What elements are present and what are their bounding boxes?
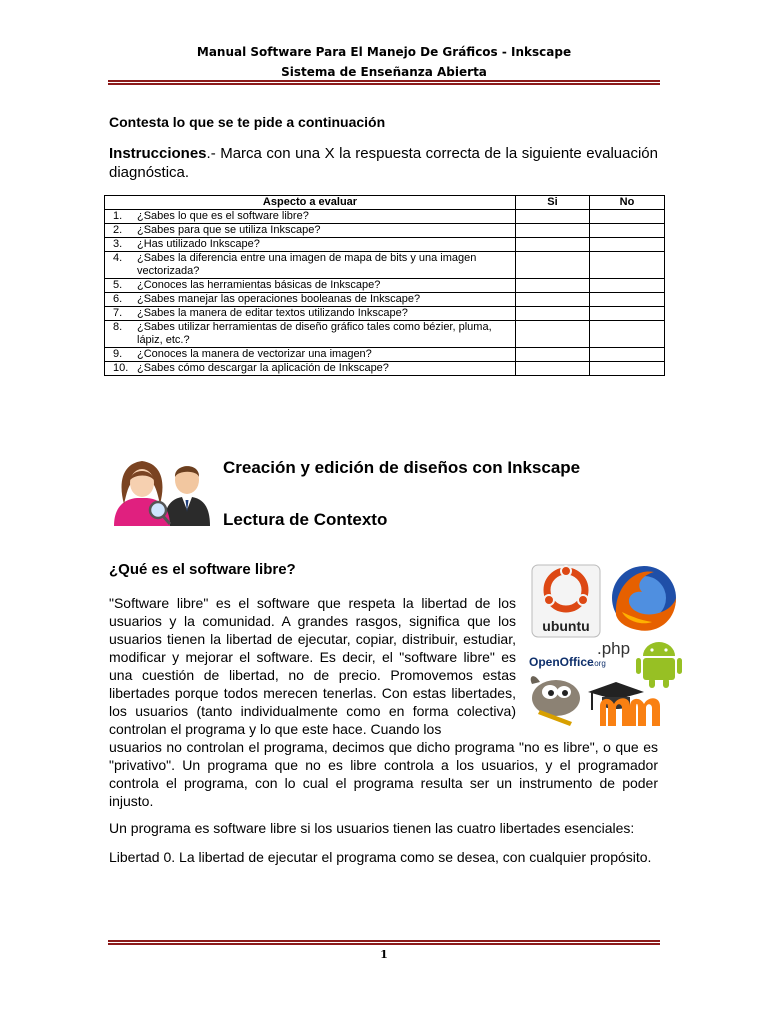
table-row xyxy=(105,252,665,279)
answer-no-cell[interactable] xyxy=(590,321,665,348)
ubuntu-logo-icon xyxy=(532,565,600,637)
android-logo-icon xyxy=(636,642,682,688)
users-illustration-icon xyxy=(112,452,212,526)
header-subtitle: Sistema de Enseñanza Abierta xyxy=(281,65,487,79)
answer-si-cell[interactable] xyxy=(516,362,590,376)
row-number: 1. xyxy=(105,210,135,224)
header-rule xyxy=(108,80,660,85)
gimp-logo-icon xyxy=(531,676,580,726)
row-question: ¿Conoces la manera de vectorizar una imagen? xyxy=(134,348,516,362)
answer-si-cell[interactable] xyxy=(516,293,590,307)
row-question: ¿Sabes para que se utiliza Inkscape? xyxy=(134,224,516,238)
answer-no-cell[interactable] xyxy=(590,238,665,252)
row-question: ¿Sabes la diferencia entre una imagen de mapa de bits y una imagen vectorizada? xyxy=(134,252,516,279)
table-row xyxy=(105,348,665,362)
ubuntu-logo-text: ubuntu xyxy=(542,618,590,634)
table-row xyxy=(105,238,665,252)
column-header-aspect: Aspecto a evaluar xyxy=(105,196,516,210)
footer-rule xyxy=(108,940,660,945)
answer-no-cell[interactable] xyxy=(590,252,665,279)
table-row xyxy=(105,210,665,224)
row-number: 6. xyxy=(105,293,135,307)
answer-no-cell[interactable] xyxy=(590,279,665,293)
page-header xyxy=(0,42,768,82)
answer-si-cell[interactable] xyxy=(516,238,590,252)
openoffice-logo-suffix: .org xyxy=(592,659,606,668)
openoffice-logo-icon xyxy=(529,655,606,669)
answer-no-cell[interactable] xyxy=(590,224,665,238)
row-number: 8. xyxy=(105,321,135,348)
instructions xyxy=(109,144,658,182)
column-header-si: Si xyxy=(516,196,590,210)
section-title: Creación y edición de diseños con Inkscape xyxy=(223,458,581,477)
exercise-subtitle: Contesta lo que se te pide a continuación xyxy=(109,114,386,130)
table-row xyxy=(105,293,665,307)
table-row xyxy=(105,307,665,321)
table-header-row xyxy=(105,196,665,210)
answer-si-cell[interactable] xyxy=(516,252,590,279)
table-row xyxy=(105,224,665,238)
php-logo-text: .php xyxy=(597,639,631,658)
row-question: ¿Conoces las herramientas básicas de Inkscape? xyxy=(134,279,516,293)
header-title: Manual Software Para El Manejo De Gráficos - Inkscape xyxy=(196,45,572,59)
row-number: 3. xyxy=(105,238,135,252)
answer-no-cell[interactable] xyxy=(590,307,665,321)
answer-si-cell[interactable] xyxy=(516,321,590,348)
paragraph-3: Un programa es software libre si los usuarios tienen las cuatro libertades esenciales: xyxy=(109,820,635,836)
table-row xyxy=(105,321,665,348)
table-row xyxy=(105,279,665,293)
answer-no-cell[interactable] xyxy=(590,362,665,376)
answer-no-cell[interactable] xyxy=(590,293,665,307)
page-number: 1 xyxy=(380,948,388,961)
table-row xyxy=(105,362,665,376)
row-number: 5. xyxy=(105,279,135,293)
answer-no-cell[interactable] xyxy=(590,348,665,362)
answer-si-cell[interactable] xyxy=(516,279,590,293)
row-number: 4. xyxy=(105,252,135,279)
openoffice-logo-text: OpenOffice xyxy=(529,655,594,669)
answer-si-cell[interactable] xyxy=(516,307,590,321)
row-number: 9. xyxy=(105,348,135,362)
row-question: ¿Sabes lo que es el software libre? xyxy=(134,210,516,224)
row-question: ¿Has utilizado Inkscape? xyxy=(134,238,516,252)
row-number: 10. xyxy=(105,362,135,376)
firefox-logo-icon xyxy=(612,566,676,631)
instructions-label: Instrucciones xyxy=(109,145,207,162)
answer-si-cell[interactable] xyxy=(516,224,590,238)
row-number: 7. xyxy=(105,307,135,321)
moodle-logo-icon xyxy=(588,682,660,726)
row-number: 2. xyxy=(105,224,135,238)
row-question: ¿Sabes manejar las operaciones booleanas de Inkscape? xyxy=(134,293,516,307)
answer-si-cell[interactable] xyxy=(516,348,590,362)
paragraph-4: Libertad 0. La libertad de ejecutar el programa como se desea, con cualquier propósito. xyxy=(109,849,652,865)
paragraph-1: "Software libre" es el software que respeta la libertad de los usuarios y la comunidad. A grandes rasgos, significa que los usuarios tienen la libertad de ejecutar, copiar, distribuir, estudiar, modificar y mejorar el software. Es decir, el "software libre" es una cuestión de libertad, no de precio. Promovemos estas libertades porque todos merecen tenerlas. Con estas libertades, los usuarios (tanto individualmente como en forma colectiva) controlan el programa y lo que este hace. Cuando los xyxy=(109,595,516,737)
section-subtitle: Lectura de Contexto xyxy=(223,510,388,529)
paragraph-2: usuarios no controlan el programa, decimos que dicho programa "no es libre", o que es "privativo". Un programa que no es libre controla a los usuarios, y el programador controla el programa, con lo cual el programa resulta ser un instrumento de poder injusto. xyxy=(109,739,658,809)
row-question: ¿Sabes la manera de editar textos utilizando Inkscape? xyxy=(134,307,516,321)
column-header-no: No xyxy=(590,196,665,210)
answer-si-cell[interactable] xyxy=(516,210,590,224)
row-question: ¿Sabes utilizar herramientas de diseño gráfico tales como bézier, pluma, lápiz, etc.? xyxy=(134,321,516,348)
question-heading: ¿Qué es el software libre? xyxy=(109,561,296,578)
answer-no-cell[interactable] xyxy=(590,210,665,224)
free-software-logos xyxy=(526,560,688,730)
evaluation-table xyxy=(104,195,665,376)
instructions-text: .- Marca con una X la respuesta correcta de la siguiente evaluación diagnóstica. xyxy=(109,145,658,181)
row-question: ¿Sabes cómo descargar la aplicación de Inkscape? xyxy=(134,362,516,376)
